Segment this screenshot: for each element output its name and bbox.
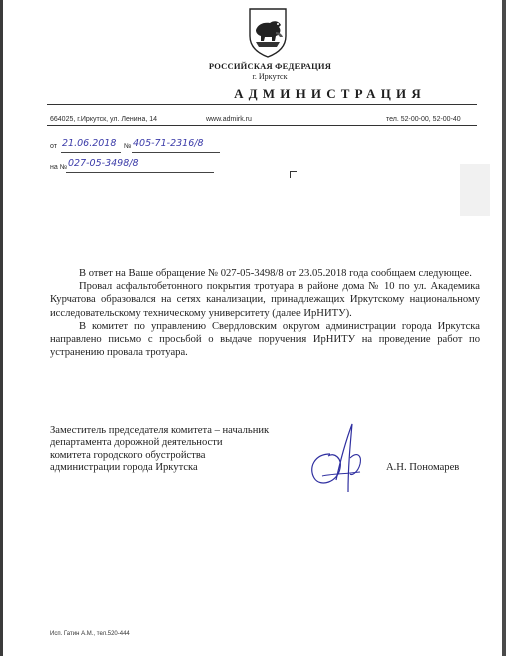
- executor-info: Исп. Гатин А.М., тел.520-444: [50, 631, 130, 637]
- number-label: №: [124, 143, 132, 150]
- organization-title: АДМИНИСТРАЦИЯ: [234, 86, 426, 101]
- date-underline: [61, 152, 121, 153]
- date-label: от: [50, 143, 57, 150]
- addressee-bracket: [290, 171, 297, 178]
- postal-address: 664025, г.Иркутск, ул. Ленина, 14: [50, 116, 158, 123]
- number-underline: [132, 152, 220, 153]
- signatory-title-line: Заместитель председателя комитета – начальник: [50, 425, 270, 436]
- handwritten-date: 21.06.2018: [62, 138, 117, 149]
- handwritten-outgoing-number: 405-71-2316/8: [133, 138, 204, 149]
- handwritten-signature: [300, 418, 380, 500]
- signatory-title-line: комитета городского обустройства: [50, 449, 206, 461]
- contacts-divider: [47, 125, 477, 126]
- country-name: РОССИЙСКАЯ ФЕДЕРАЦИЯ: [208, 61, 332, 71]
- website: www.admirk.ru: [206, 116, 252, 123]
- scan-edge-right: [502, 0, 506, 656]
- paragraph-3: В комитет по управлению Свердловским округом администрации города Иркутска направлено письмо с просьбой о выдаче поручения ИрНИТУ на проведение работ по устранению провала тротуара.: [50, 320, 480, 359]
- signatory-name: А.Н. Пономарев: [386, 462, 460, 473]
- phone-numbers: тел. 52-00-00, 52-00-40: [386, 116, 461, 123]
- signatory-title: [50, 425, 269, 475]
- city-coat-of-arms-icon: [246, 6, 290, 58]
- incoming-ref-label: на №: [50, 164, 68, 171]
- scan-edge-left: [0, 0, 3, 656]
- signatory-title-line: администрации города Иркутска: [50, 462, 198, 474]
- paragraph-2: Провал асфальтобетонного покрытия тротуара в районе дома № 10 по ул. Академика Курчатова образовался на сетях канализации, принадлежащих Иркутскому национальному исследовательскому техническому университету (далее ИрНИТУ).: [50, 281, 480, 319]
- city-name: г. Иркутск: [252, 72, 288, 81]
- incoming-underline: [66, 172, 214, 173]
- paragraph-1: В ответ на Ваше обращение № 027-05-3498/8 от 23.05.2018 года сообщаем следующее.: [79, 268, 472, 279]
- letter-body: [50, 267, 480, 359]
- redacted-addressee: [460, 164, 490, 216]
- handwritten-incoming-number: 027-05-3498/8: [68, 158, 139, 169]
- header-divider: [47, 104, 477, 105]
- signatory-title-line: департамента дорожной деятельности: [50, 437, 223, 449]
